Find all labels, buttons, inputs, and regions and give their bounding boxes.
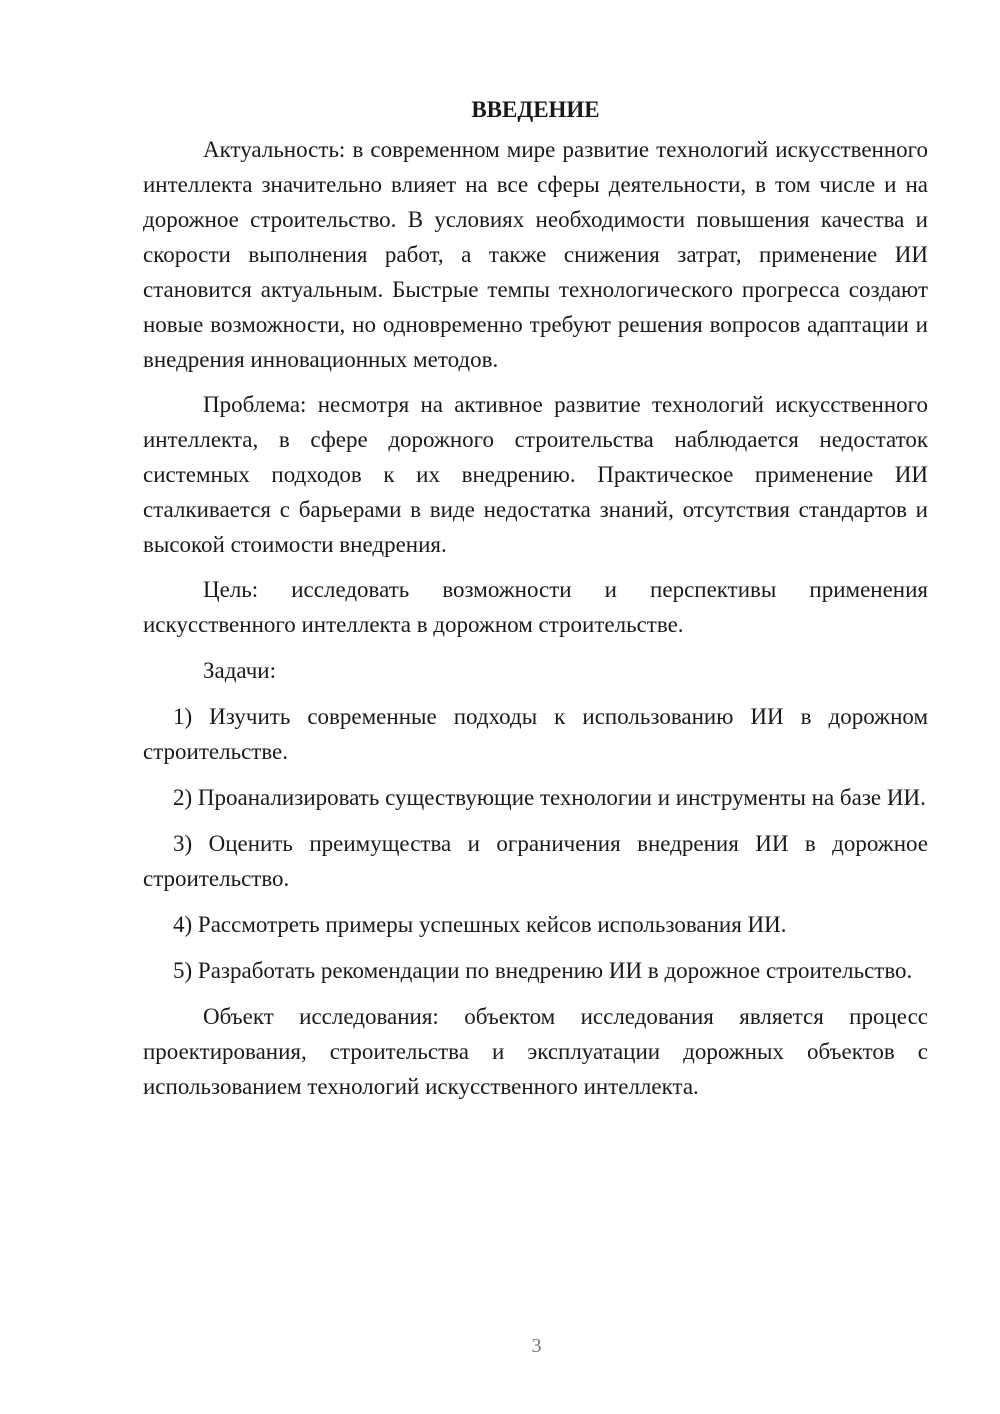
task-item: 2) Проанализировать существующие технологии и инструменты на базе ИИ. (173, 785, 926, 810)
page-content (143, 95, 928, 1104)
tasks-label: Задачи: (203, 658, 276, 683)
page-number: 3 (531, 1335, 542, 1357)
object-paragraph: Объект исследования: объектом исследования является процесс проектирования, строительства и эксплуатации дорожных объектов с использованием технологий искусственного интеллекта. (143, 1004, 928, 1099)
task-item: 1) Изучить современные подходы к использованию ИИ в дорожном строительстве. (143, 704, 928, 764)
problem-paragraph: Проблема: несмотря на активное развитие технологий искусственного интеллекта, в сфере дорожного строительства наблюдается недостаток системных подходов к их внедрению. Практическое применение ИИ сталкивается с барьерами в виде недостатка знаний, отсутствия стандартов и высокой стоимости внедрения. (143, 392, 928, 557)
task-item: 3) Оценить преимущества и ограничения внедрения ИИ в дорожное строительство. (143, 831, 928, 891)
relevance-paragraph: Актуальность: в современном мире развитие технологий искусственного интеллекта значительно влияет на все сферы деятельности, в том числе и на дорожное строительство. В условиях необходимости повышения качества и скорости выполнения работ, а также снижения затрат, применение ИИ становится актуальным. Быстрые темпы технологического прогресса создают новые возможности, но одновременно требуют решения вопросов адаптации и внедрения инновационных методов. (143, 137, 928, 372)
section-heading: ВВЕДЕНИЕ (471, 97, 600, 122)
task-item: 5) Разработать рекомендации по внедрению ИИ в дорожное строительство. (173, 958, 913, 983)
goal-paragraph: Цель: исследовать возможности и перспективы применения искусственного интеллекта в дорожном строительстве. (143, 577, 928, 637)
task-item: 4) Рассмотреть примеры успешных кейсов использования ИИ. (173, 912, 787, 937)
